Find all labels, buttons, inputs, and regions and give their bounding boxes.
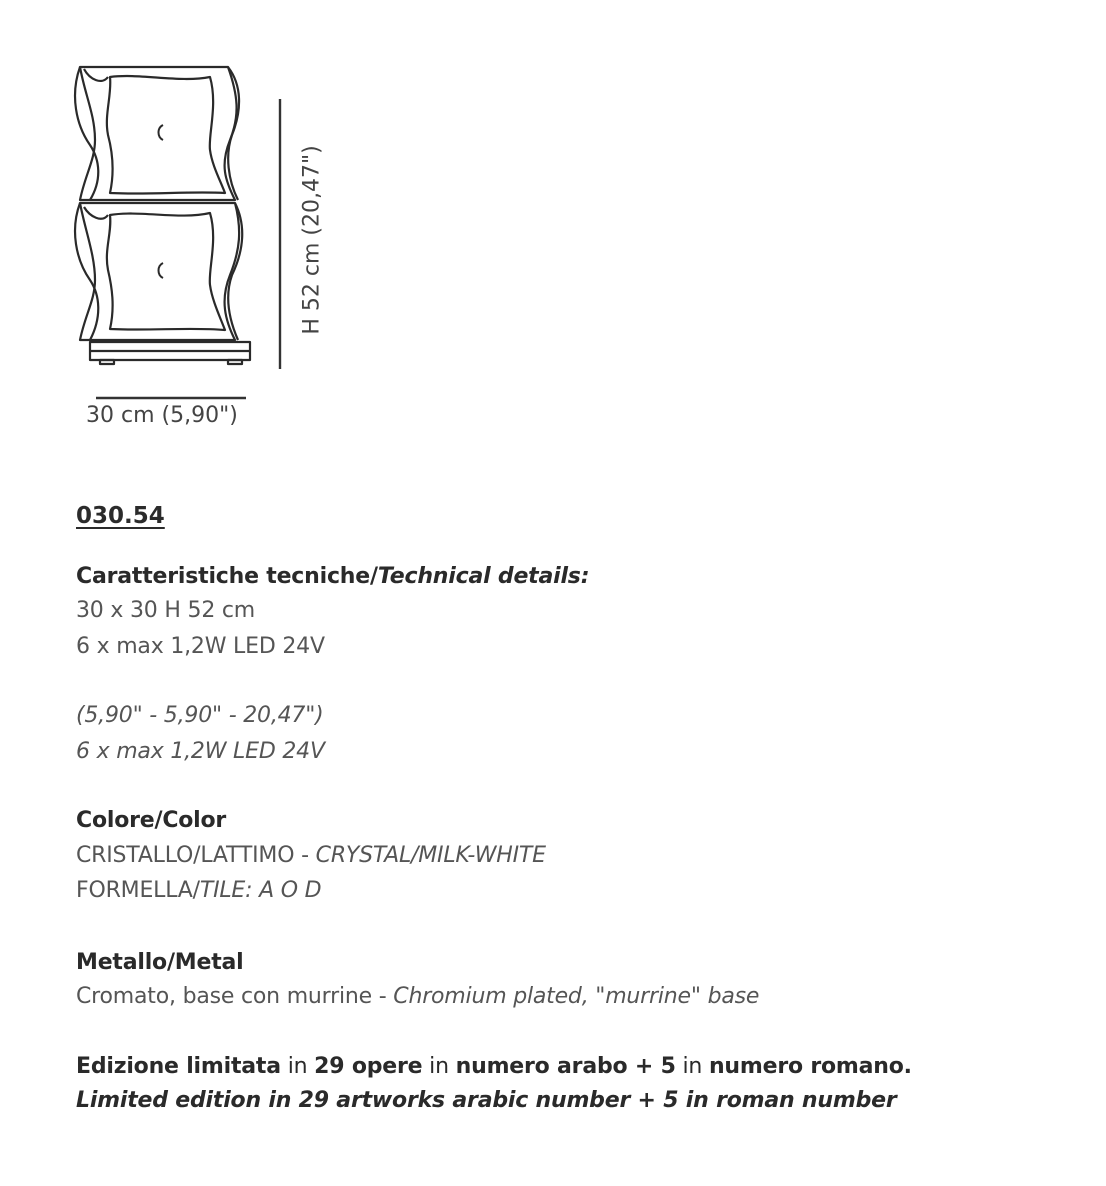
technical-power-it: 6 x max 1,2W LED 24V [76,634,325,659]
metal-text [76,984,759,1009]
edition-en: Limited edition in 29 artworks arabic number + 5 in roman number [76,1088,897,1113]
edition-it-part-1: Edizione limitata [76,1054,281,1079]
metal-text-it: Cromato, base con murrine - [76,984,394,1009]
technical-heading [76,564,589,589]
color-line-1 [76,843,546,868]
technical-size-cm: 30 x 30 H 52 cm [76,598,256,623]
edition-it-part-6: in [675,1054,709,1079]
color-heading: Colore/Color [76,808,227,833]
edition-it [76,1054,912,1079]
technical-size-in: (5,90" - 5,90" - 20,47") [76,703,324,728]
height-dimension-label: H 52 cm (20,47") [299,145,325,335]
edition-it-part-3: 29 opere [314,1054,423,1079]
bottom-module-frame [80,203,239,340]
technical-heading-it: Caratteristiche tecniche/ [76,564,378,589]
top-module-panel [107,76,225,194]
metal-text-en: Chromium plated, "murrine" base [393,984,760,1009]
color-line-1-en: CRYSTAL/MILK-WHITE [315,843,546,868]
edition-it-part-7: numero romano. [708,1054,912,1079]
technical-power-en: 6 x max 1,2W LED 24V [76,739,325,764]
edition-it-part-4: in [422,1054,456,1079]
color-line-2-en: TILE: A O D [199,878,322,903]
color-line-2-it: FORMELLA/ [76,878,200,903]
color-line-1-it: CRISTALLO/LATTIMO - [76,843,316,868]
metal-heading: Metallo/Metal [76,950,244,975]
edition-it-part-5: numero arabo + 5 [455,1054,676,1079]
bottom-module-panel [107,213,225,330]
edition-it-part-2: in [280,1054,315,1079]
technical-heading-en: Technical details: [377,564,590,589]
color-line-2 [76,878,321,903]
product-code: 030.54 [76,503,165,529]
width-dimension-label: 30 cm (5,90") [86,403,238,428]
